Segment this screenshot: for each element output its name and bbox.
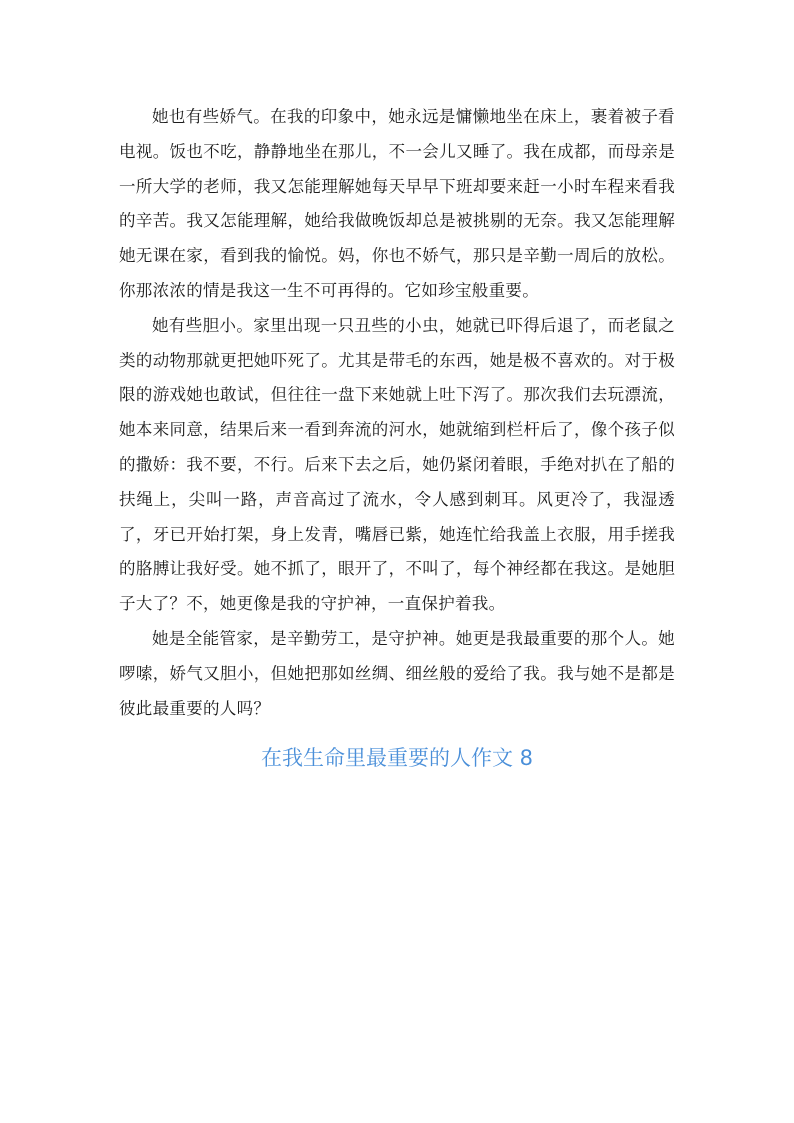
section-heading: 在我生命里最重要的人作文 8 — [260, 746, 534, 771]
document-body — [119, 100, 675, 778]
paragraph-2: 她有些胆小。家里出现一只丑些的小虫，她就已吓得后退了，而老鼠之类的动物那就更把她吓死了。尤其是带毛的东西，她是极不喜欢的。对于极限的游戏她也敢试，但往往一盘下来她就上吐下泻了。那次我们去玩漂流，她本来同意，结果后来一看到奔流的河水，她就缩到栏杆后了，像个孩子似的撒娇：我不要，不行。后来下去之后，她仍紧闭着眼，手绝对扒在了船的扶绳上，尖叫一路，声音高过了流水，令人感到刺耳。风更冷了，我湿透了，牙已开始打架，身上发青，嘴唇已紫，她连忙给我盖上衣服，用手搓我的胳膊让我好受。她不抓了，眼开了，不叫了，每个神经都在我这。是她胆子大了？不，她更像是我的守护神，一直保护着我。 — [119, 315, 675, 614]
paragraph-1: 她也有些娇气。在我的印象中，她永远是慵懒地坐在床上，裹着被子看电视。饭也不吃，静静地坐在那儿，不一会儿又睡了。我在成都，而母亲是一所大学的老师，我又怎能理解她每天早早下班却要来赶一小时车程来看我的辛苦。我又怎能理解，她给我做晚饭却总是被挑剔的无奈。我又怎能理解她无课在家，看到我的愉悦。妈，你也不娇气，那只是辛勤一周后的放松。你那浓浓的情是我这一生不可再得的。它如珍宝般重要。 — [119, 107, 675, 300]
paragraph-3: 她是全能管家，是辛勤劳工，是守护神。她更是我最重要的那个人。她啰嗦，娇气又胆小，但她把那如丝绸、细丝般的爱给了我。我与她不是都是彼此最重要的人吗？ — [119, 628, 675, 718]
